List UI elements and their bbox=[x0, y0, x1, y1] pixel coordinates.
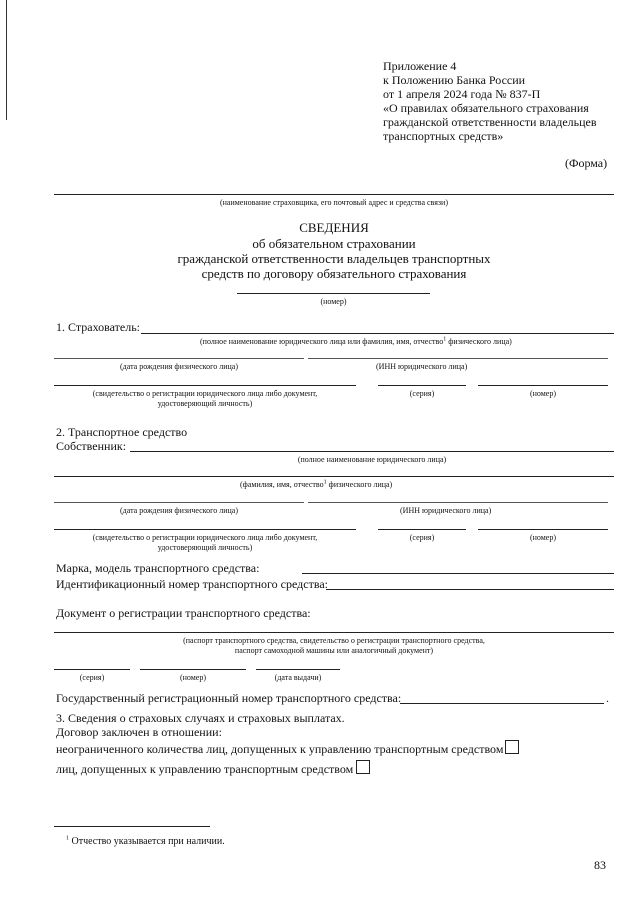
owner-person-caption: (фамилия, имя, отчество$^1$ физического лица) bbox=[240, 479, 393, 489]
section-1-label: 1. Страхователь: bbox=[56, 320, 140, 334]
appendix-line-1: Приложение 4 bbox=[383, 59, 457, 73]
plate-line[interactable] bbox=[400, 703, 604, 704]
page-number: 83 bbox=[594, 858, 606, 872]
appendix-line-4: «О правилах обязательного страхования bbox=[383, 101, 589, 115]
insurer-line bbox=[54, 194, 614, 195]
insured-inn-caption: (ИНН юридического лица) bbox=[376, 362, 468, 371]
insured-number-line[interactable] bbox=[478, 385, 608, 386]
plate-end-dot: . bbox=[606, 691, 609, 705]
insured-series-caption: (серия) bbox=[409, 389, 435, 398]
owner-legal-caption: (полное наименование юридического лица) bbox=[297, 455, 447, 464]
contract-label: Договор заключен в отношении: bbox=[56, 725, 222, 739]
owner-legal-line[interactable] bbox=[130, 451, 614, 452]
owner-birth-line[interactable] bbox=[54, 502, 304, 503]
doc-series-caption: (серия) bbox=[79, 673, 105, 682]
title-main: СВЕДЕНИЯ bbox=[299, 220, 369, 235]
title-line-4: средств по договору обязательного страхования bbox=[201, 266, 467, 281]
option-unlimited-label: неограниченного количества лиц, допущенных к управлению транспортным средством bbox=[56, 742, 504, 756]
owner-series-caption: (серия) bbox=[409, 533, 435, 542]
make-model-line[interactable] bbox=[302, 573, 614, 574]
owner-birth-caption: (дата рождения физического лица) bbox=[120, 506, 238, 515]
regdoc-caption-a: (паспорт транспортного средства, свидетельство о регистрации транспортного средства, bbox=[183, 636, 485, 645]
insured-inn-line[interactable] bbox=[308, 358, 608, 359]
option-unlimited-checkbox[interactable] bbox=[505, 740, 519, 754]
doc-series-line[interactable] bbox=[54, 669, 130, 670]
insured-cert-line[interactable] bbox=[54, 385, 356, 386]
owner-cert-line[interactable] bbox=[54, 529, 356, 530]
regdoc-label: Документ о регистрации транспортного средства: bbox=[56, 606, 311, 620]
insured-number-caption: (номер) bbox=[529, 389, 557, 398]
plate-label: Государственный регистрационный номер транспортного средства: bbox=[56, 691, 402, 705]
owner-cert-caption-a: (свидетельство о регистрации юридического лица либо документ, bbox=[92, 533, 318, 542]
vin-label: Идентификационный номер транспортного средства: bbox=[56, 577, 328, 591]
title-line-3: гражданской ответственности владельцев транспортных bbox=[177, 251, 491, 266]
insured-name-caption: (полное наименование юридического лица или фамилия, имя, отчество$^1$ физического лица) bbox=[200, 336, 512, 346]
title-line-2: об обязательном страховании bbox=[252, 236, 416, 251]
section-2-label: 2. Транспортное средство bbox=[56, 425, 188, 439]
appendix-line-2: к Положению Банка России bbox=[383, 73, 526, 87]
regdoc-caption-b: паспорт самоходной машины или аналогичный документ) bbox=[234, 646, 434, 655]
insured-birth-line[interactable] bbox=[54, 358, 304, 359]
insurer-caption: (наименование страховщика, его почтовый адрес и средства связи) bbox=[219, 198, 449, 207]
option-limited-checkbox[interactable] bbox=[356, 760, 370, 774]
appendix-line-5: гражданской ответственности владельцев bbox=[383, 115, 597, 129]
doc-date-caption: (дата выдачи) bbox=[274, 673, 322, 682]
footnote: $^1$ Отчество указывается при наличии. bbox=[66, 835, 225, 847]
appendix-line-6: транспортных средств» bbox=[383, 129, 504, 143]
form-number-caption: (номер) bbox=[320, 297, 347, 306]
insured-cert-caption-b: удостоверяющий личность) bbox=[157, 399, 253, 408]
owner-person-line[interactable] bbox=[54, 476, 614, 477]
insured-name-line[interactable] bbox=[141, 333, 614, 334]
vin-line[interactable] bbox=[326, 589, 614, 590]
owner-inn-line[interactable] bbox=[308, 502, 608, 503]
doc-date-line[interactable] bbox=[256, 669, 340, 670]
owner-number-caption: (номер) bbox=[529, 533, 557, 542]
form-number-line bbox=[237, 293, 430, 294]
regdoc-line[interactable] bbox=[54, 632, 614, 633]
option-limited-label: лиц, допущенных к управлению транспортным средством bbox=[56, 762, 354, 776]
owner-cert-caption-b: удостоверяющий личность) bbox=[157, 543, 253, 552]
owner-label: Собственник: bbox=[56, 439, 127, 453]
make-model-label: Марка, модель транспортного средства: bbox=[56, 561, 260, 575]
section-3-label: 3. Сведения о страховых случаях и страховых выплатах. bbox=[56, 711, 345, 725]
insured-birth-caption: (дата рождения физического лица) bbox=[120, 362, 238, 371]
insured-cert-caption-a: (свидетельство о регистрации юридического лица либо документ, bbox=[92, 389, 318, 398]
owner-number-line[interactable] bbox=[478, 529, 608, 530]
owner-inn-caption: (ИНН юридического лица) bbox=[400, 506, 492, 515]
footnote-separator bbox=[54, 826, 210, 827]
binding-edge-line bbox=[6, 0, 7, 120]
doc-number-caption: (номер) bbox=[179, 673, 207, 682]
appendix-line-3: от 1 апреля 2024 года № 837-П bbox=[383, 87, 541, 101]
doc-number-line[interactable] bbox=[140, 669, 246, 670]
form-label: (Форма) bbox=[565, 156, 608, 170]
insured-series-line[interactable] bbox=[378, 385, 466, 386]
owner-series-line[interactable] bbox=[378, 529, 466, 530]
